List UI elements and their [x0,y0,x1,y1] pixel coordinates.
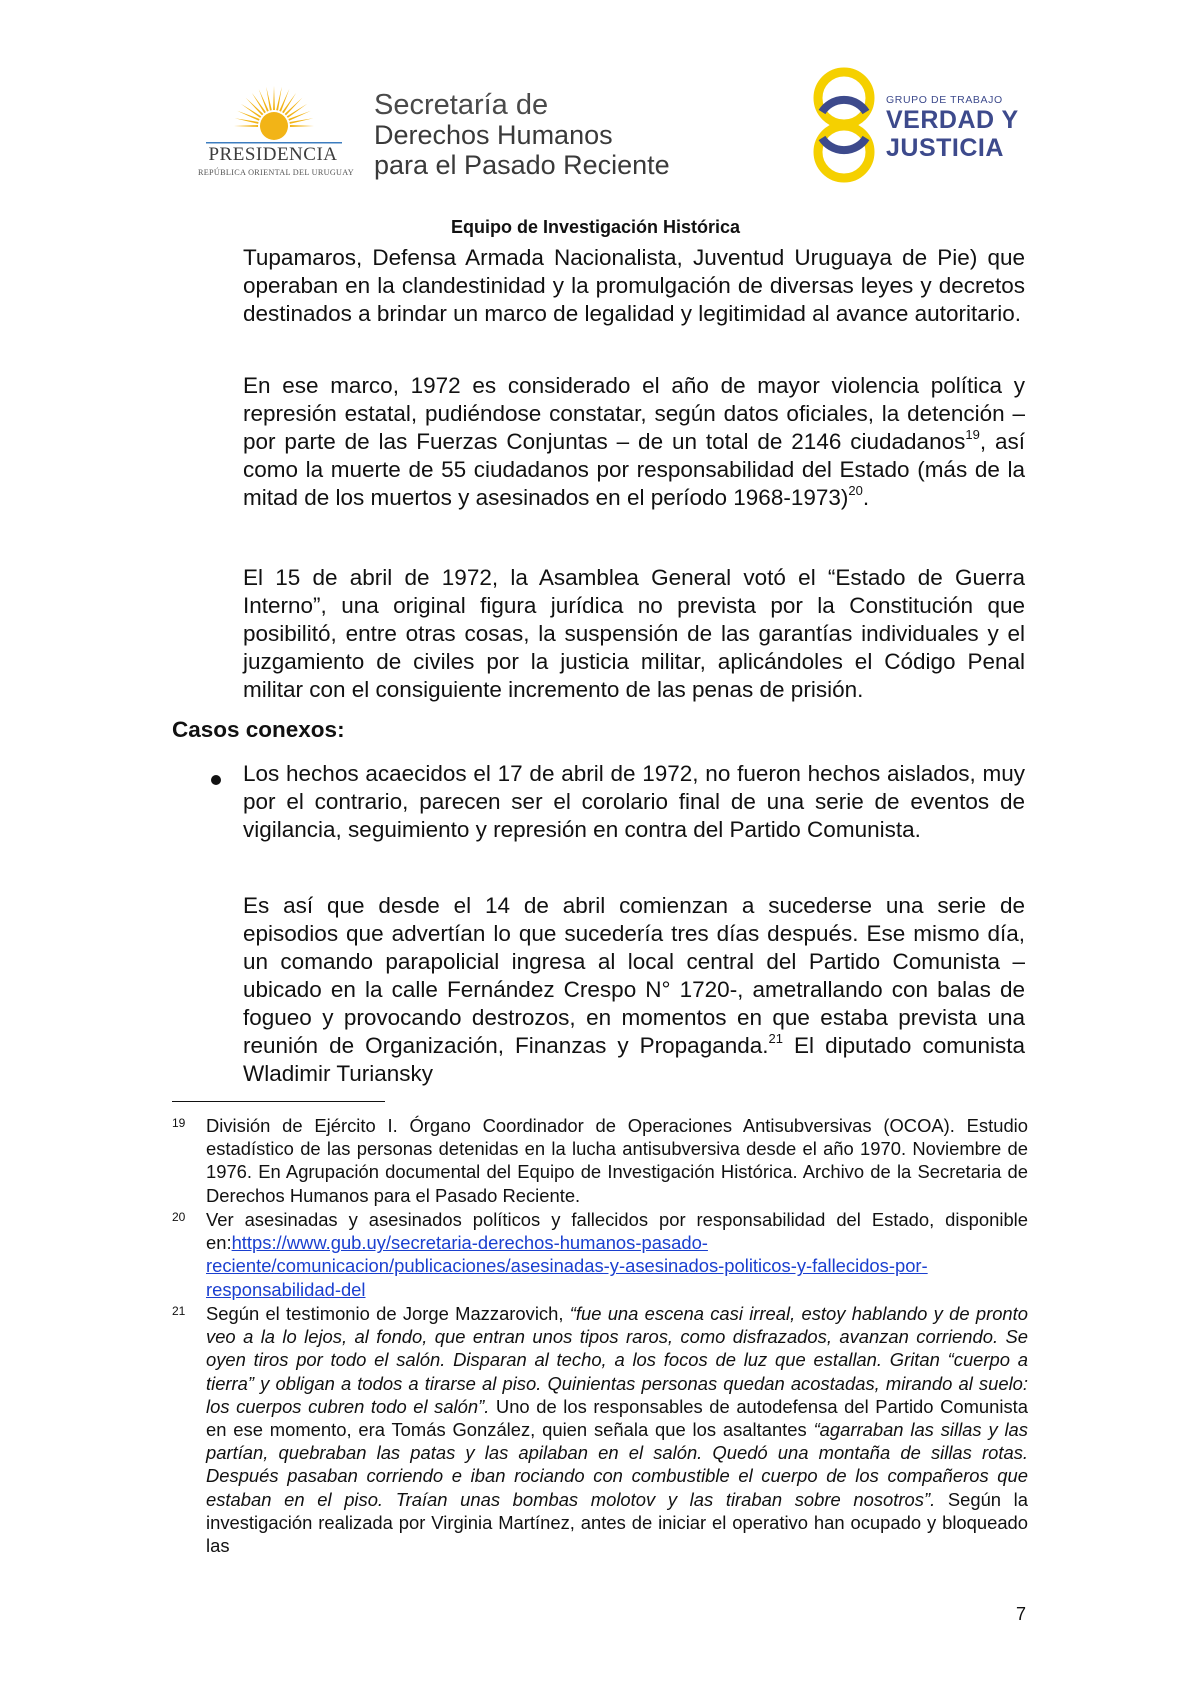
grupo-de-trabajo-label: GRUPO DE TRABAJO [886,94,1003,106]
footnote-number: 21 [172,1304,186,1318]
footnote-20: 20 Ver asesinadas y asesinados políticos y fallecidos por responsabilidad del Estado, disponible en:https://www.gub.uy/secretaria-derechos-humanos-pasado-reciente/comunicacion/publicaciones/asesinadas-y-asesinados-politicos-y-fallecidos-por-responsabilidad-del [172,1208,1028,1301]
sun-ray [266,87,272,111]
verdad-y-label: VERDAD Y [886,106,1019,134]
presidencia-logo [198,84,354,180]
paragraph-4: Es así que desde el 14 de abril comienzan a sucederse una serie de episodios que advertían lo que sucedería tres días después. Ese mismo día, un comando parapolicial ingresa al local central del Partido Comunista –ubicado en la calle Fernández Crespo N° 1720-, ametrallando con balas de fogueo y provocando destrozos, en momentos en que estaba prevista una reunión de Organización, Finanzas y Propaganda.$^{21}$ El diputado comunista Wladimir Turiansky [243,893,1025,1086]
footnote-ref-19[interactable]: 19 [965,427,980,443]
secretaria-line-3: para el Pasado Reciente [374,150,670,180]
sun-ray [289,118,313,124]
sun-ray [273,86,275,110]
secretaria-line-2: Derechos Humanos [374,120,613,150]
footnote-separator [172,1101,385,1102]
footnote-ref-21[interactable]: 21 [768,1031,783,1047]
bullet-item-1: Los hechos acaecidos el 17 de abril de 1972, no fueron hechos aislados, muy por el contrario, parecen ser el corolario final de una serie de eventos de vigilancia, seguimiento y represión en contra del Partido Comunista. [243,761,1025,842]
verdad-justicia-logo [812,62,1032,188]
verdad-justicia-text [886,94,1019,162]
footnote-19: 19 División de Ejército I. Órgano Coordinador de Operaciones Antisubversivas (OCOA). Estudio estadístico de las personas detenidas en la lucha antisubversiva desde el año 1970. Noviembre de 1976. En Agrupación documental del Equipo de Investigación Histórica. Archivo de la Secretaria de Derechos Humanos para el Pasado Reciente. [172,1114,1028,1207]
presidencia-wordmark: PRESIDENCIA [208,144,338,165]
sun-ray [235,118,259,124]
paragraph-2: En ese marco, 1972 es considerado el año de mayor violencia política y represión estatal, pudiéndose constatar, según datos oficiales, la detención – por parte de las Fuerzas Conjuntas – de un total de 2146 ciudadanos$^{19}$, así como la muerte de 55 ciudadanos por responsabilidad del Estado (más de la mitad de los muertos y asesinados en el período 1968-1973)$^{20}$. [243,373,1025,510]
sun-ray [290,125,314,127]
casos-conexos-heading: Casos conexos: [172,717,345,742]
footnote-number: 20 [172,1210,186,1224]
interlocked-rings-icon [812,62,876,188]
secretaria-logo-text [374,90,670,180]
page-number: 7 [1016,1604,1027,1624]
republica-wordmark: REPÚBLICA ORIENTAL DEL URUGUAY [198,168,354,177]
footnote-number: 19 [172,1116,186,1130]
sun-ray [276,87,282,111]
team-title: Equipo de Investigación Histórica [450,217,741,237]
sun-ray [234,125,258,127]
paragraph-3: El 15 de abril de 1972, la Asamblea General votó el “Estado de Guerra Interno”, una original figura jurídica no prevista por la Constitución que posibilitó, entre otras cosas, la suspensión de las garantías individuales y el juzgamiento de civiles por la justicia militar, aplicándoles el Código Penal militar con el consiguiente incremento de las penas de prisión. [243,565,1025,702]
paragraph-1: Tupamaros, Defensa Armada Nacionalista, Juventud Uruguaya de Pie) que operaban en la clandestinidad y la promulgación de diversas leyes y decretos destinados a brindar un marco de legalidad y legitimidad al avance autoritario. [243,245,1025,326]
secretaria-line-1: Secretaría de [374,89,549,121]
bullet-icon [211,775,221,785]
justicia-label: JUSTICIA [886,134,1004,162]
footnote-20-link[interactable]: https://www.gub.uy/secretaria-derechos-humanos-pasado-reciente/comunicacion/publicaciones/asesinadas-y-asesinados-politicos-y-fallecidos-por-responsabilidad-del [206,1232,928,1300]
footnote-21: 21 Según el testimonio de Jorge Mazzarovich, “fue una escena casi irreal, estoy hablando y de pronto veo a la lo lejos, al fondo, que entran unos tipos raros, como disfrazados, avanzan corriendo. Se oyen tiros por todo el salón. Disparan al techo, a los focos de luz que estallan. Gritan “cuerpo a tierra” y obligan a todos a tirarse al piso. Quinientas personas quedan acostadas, mirando al suelo: los cuerpos cubren todo el salón”. Uno de los responsables de autodefensa del Partido Comunista en ese momento, era Tomás González, quien señala que los asaltantes “agarraban las sillas y las partían, quebraban las patas y las apilaban en el salón. Quedó una montaña de sillas rotas. Después pasaban corriendo e iban rociando con combustible el cuerpo de los compañeros que estaban en el piso. Traían unas bombas molotov y las tiraban sobre nosotros”. Según la investigación realizada por Virginia Martínez, antes de iniciar el operativo han ocupado y bloqueado las [172,1302,1028,1557]
footnote-ref-20[interactable]: 20 [848,483,863,499]
